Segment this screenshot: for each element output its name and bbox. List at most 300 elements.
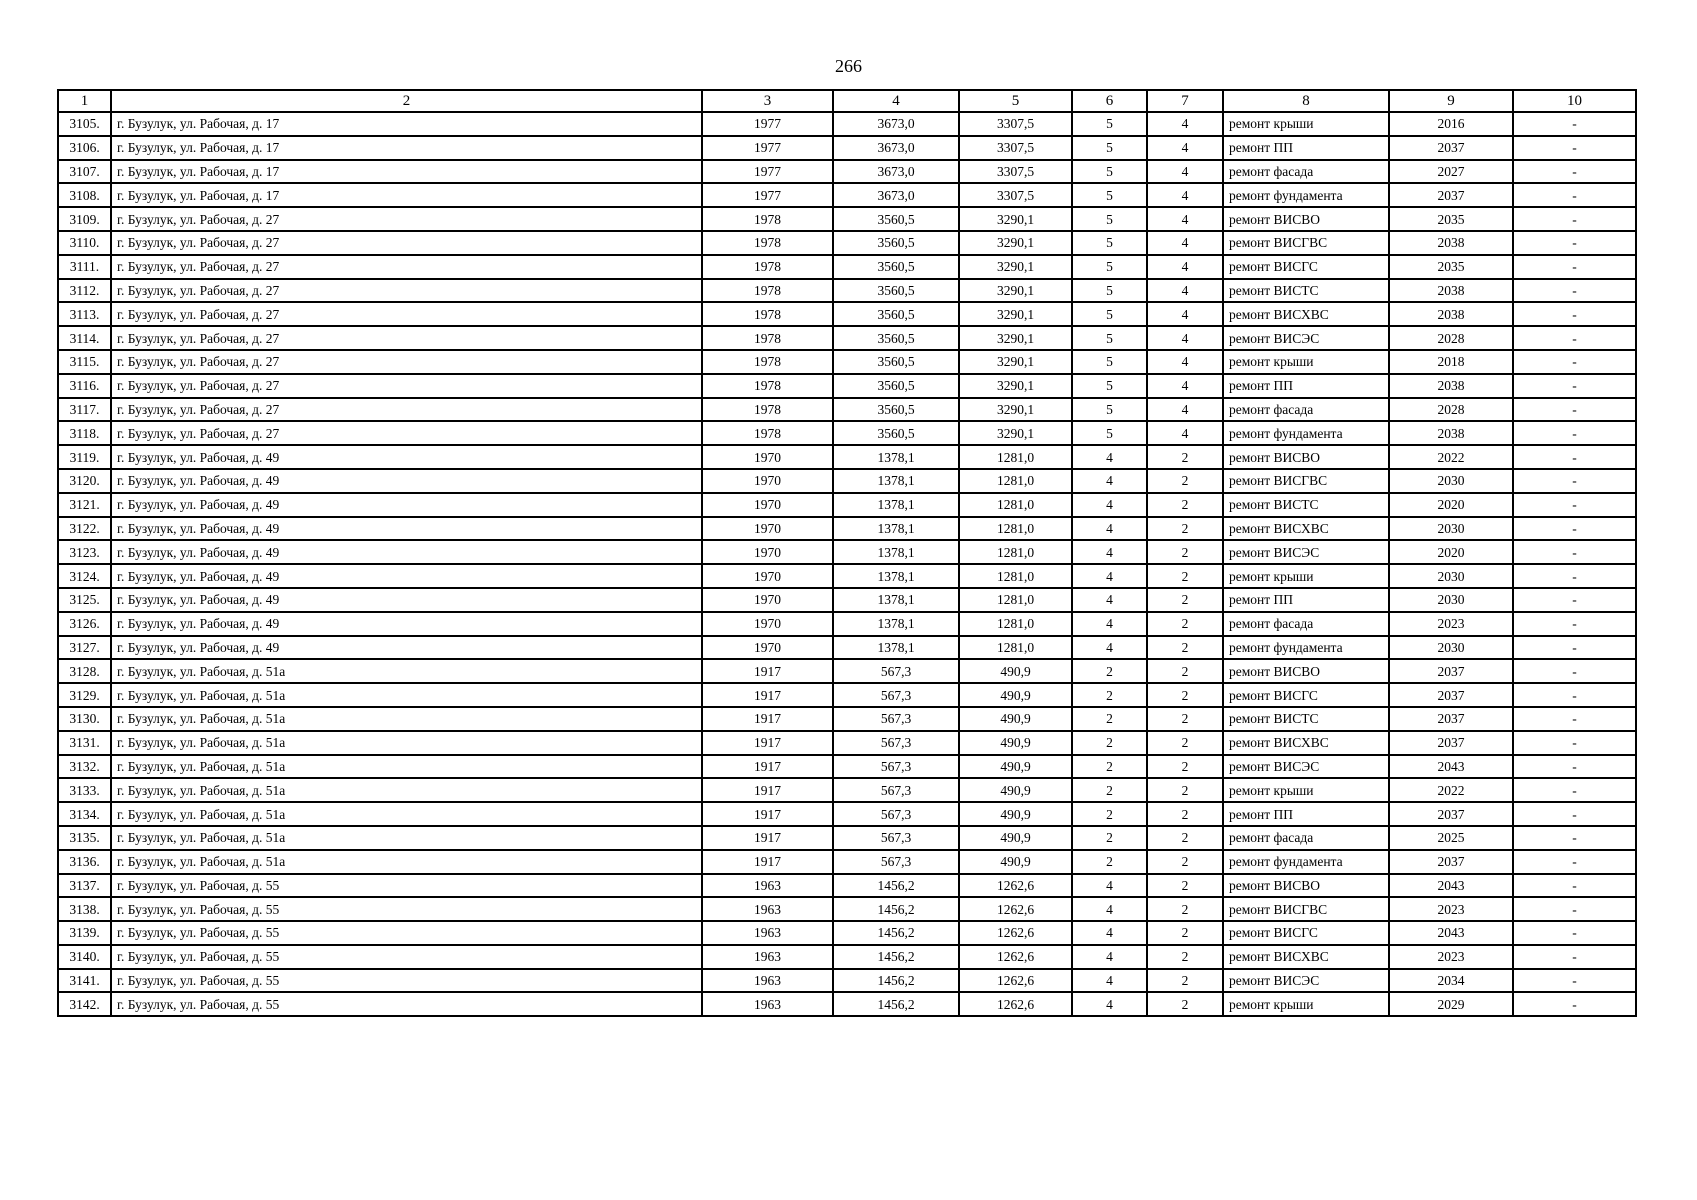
table-row	[58, 421, 1636, 445]
row-number-cell: 3105.	[58, 112, 111, 136]
table-row	[58, 874, 1636, 898]
living-area-cell: 3290,1	[959, 255, 1072, 279]
planned-year-cell: 2038	[1389, 374, 1513, 398]
entrances-cell: 4	[1147, 421, 1223, 445]
floors-cell: 2	[1072, 802, 1147, 826]
build-year-cell: 1978	[702, 374, 833, 398]
address-cell: г. Бузулук, ул. Рабочая, д. 55	[111, 897, 702, 921]
total-area-cell: 1378,1	[833, 540, 959, 564]
address-cell: г. Бузулук, ул. Рабочая, д. 27	[111, 350, 702, 374]
row-number-cell: 3131.	[58, 731, 111, 755]
total-area-cell: 1378,1	[833, 517, 959, 541]
entrances-cell: 4	[1147, 231, 1223, 255]
floors-cell: 4	[1072, 612, 1147, 636]
living-area-cell: 490,9	[959, 755, 1072, 779]
total-area-cell: 567,3	[833, 850, 959, 874]
work-type-cell: ремонт крыши	[1223, 350, 1389, 374]
address-cell: г. Бузулук, ул. Рабочая, д. 51а	[111, 778, 702, 802]
note-cell: -	[1513, 445, 1636, 469]
build-year-cell: 1970	[702, 564, 833, 588]
total-area-cell: 3560,5	[833, 326, 959, 350]
total-area-cell: 1456,2	[833, 945, 959, 969]
total-area-cell: 1378,1	[833, 469, 959, 493]
work-type-cell: ремонт ВИСТС	[1223, 279, 1389, 303]
floors-cell: 4	[1072, 897, 1147, 921]
header-row	[58, 90, 1636, 112]
row-number-cell: 3138.	[58, 897, 111, 921]
note-cell: -	[1513, 326, 1636, 350]
total-area-cell: 3560,5	[833, 207, 959, 231]
address-cell: г. Бузулук, ул. Рабочая, д. 49	[111, 493, 702, 517]
build-year-cell: 1917	[702, 731, 833, 755]
floors-cell: 2	[1072, 731, 1147, 755]
floors-cell: 4	[1072, 636, 1147, 660]
row-number-cell: 3118.	[58, 421, 111, 445]
row-number-cell: 3107.	[58, 160, 111, 184]
floors-cell: 4	[1072, 969, 1147, 993]
planned-year-cell: 2023	[1389, 945, 1513, 969]
entrances-cell: 2	[1147, 493, 1223, 517]
work-type-cell: ремонт фасада	[1223, 612, 1389, 636]
note-cell: -	[1513, 112, 1636, 136]
total-area-cell: 3560,5	[833, 398, 959, 422]
entrances-cell: 4	[1147, 279, 1223, 303]
table-row	[58, 231, 1636, 255]
note-cell: -	[1513, 350, 1636, 374]
address-cell: г. Бузулук, ул. Рабочая, д. 49	[111, 636, 702, 660]
total-area-cell: 3560,5	[833, 421, 959, 445]
build-year-cell: 1978	[702, 207, 833, 231]
table-row	[58, 207, 1636, 231]
note-cell: -	[1513, 731, 1636, 755]
column-header-2: 2	[111, 90, 702, 112]
work-type-cell: ремонт фасада	[1223, 160, 1389, 184]
row-number-cell: 3124.	[58, 564, 111, 588]
build-year-cell: 1970	[702, 517, 833, 541]
address-cell: г. Бузулук, ул. Рабочая, д. 27	[111, 374, 702, 398]
build-year-cell: 1978	[702, 326, 833, 350]
work-type-cell: ремонт фундамента	[1223, 183, 1389, 207]
floors-cell: 2	[1072, 826, 1147, 850]
address-cell: г. Бузулук, ул. Рабочая, д. 27	[111, 302, 702, 326]
table-row	[58, 374, 1636, 398]
build-year-cell: 1963	[702, 874, 833, 898]
row-number-cell: 3134.	[58, 802, 111, 826]
table-row	[58, 850, 1636, 874]
planned-year-cell: 2027	[1389, 160, 1513, 184]
work-type-cell: ремонт ПП	[1223, 374, 1389, 398]
address-cell: г. Бузулук, ул. Рабочая, д. 17	[111, 183, 702, 207]
row-number-cell: 3119.	[58, 445, 111, 469]
living-area-cell: 1281,0	[959, 636, 1072, 660]
address-cell: г. Бузулук, ул. Рабочая, д. 51а	[111, 850, 702, 874]
floors-cell: 5	[1072, 421, 1147, 445]
planned-year-cell: 2029	[1389, 992, 1513, 1016]
note-cell: -	[1513, 374, 1636, 398]
row-number-cell: 3108.	[58, 183, 111, 207]
planned-year-cell: 2043	[1389, 921, 1513, 945]
floors-cell: 5	[1072, 160, 1147, 184]
living-area-cell: 1281,0	[959, 564, 1072, 588]
address-cell: г. Бузулук, ул. Рабочая, д. 49	[111, 517, 702, 541]
row-number-cell: 3109.	[58, 207, 111, 231]
build-year-cell: 1977	[702, 112, 833, 136]
planned-year-cell: 2020	[1389, 493, 1513, 517]
total-area-cell: 1456,2	[833, 992, 959, 1016]
repair-schedule-table	[57, 89, 1637, 1017]
work-type-cell: ремонт ВИСГС	[1223, 255, 1389, 279]
planned-year-cell: 2025	[1389, 826, 1513, 850]
total-area-cell: 3560,5	[833, 302, 959, 326]
planned-year-cell: 2020	[1389, 540, 1513, 564]
table-row	[58, 802, 1636, 826]
work-type-cell: ремонт ВИСТС	[1223, 707, 1389, 731]
column-header-10: 10	[1513, 90, 1636, 112]
build-year-cell: 1970	[702, 540, 833, 564]
living-area-cell: 490,9	[959, 826, 1072, 850]
living-area-cell: 490,9	[959, 802, 1072, 826]
floors-cell: 5	[1072, 112, 1147, 136]
floors-cell: 4	[1072, 874, 1147, 898]
living-area-cell: 1262,6	[959, 921, 1072, 945]
build-year-cell: 1963	[702, 992, 833, 1016]
floors-cell: 5	[1072, 398, 1147, 422]
table-row	[58, 612, 1636, 636]
floors-cell: 5	[1072, 207, 1147, 231]
total-area-cell: 567,3	[833, 683, 959, 707]
floors-cell: 4	[1072, 469, 1147, 493]
work-type-cell: ремонт крыши	[1223, 778, 1389, 802]
planned-year-cell: 2018	[1389, 350, 1513, 374]
planned-year-cell: 2028	[1389, 326, 1513, 350]
build-year-cell: 1963	[702, 969, 833, 993]
entrances-cell: 2	[1147, 802, 1223, 826]
entrances-cell: 2	[1147, 564, 1223, 588]
build-year-cell: 1917	[702, 802, 833, 826]
floors-cell: 4	[1072, 540, 1147, 564]
table-row	[58, 659, 1636, 683]
entrances-cell: 4	[1147, 160, 1223, 184]
note-cell: -	[1513, 945, 1636, 969]
note-cell: -	[1513, 802, 1636, 826]
work-type-cell: ремонт ПП	[1223, 136, 1389, 160]
build-year-cell: 1970	[702, 588, 833, 612]
column-header-7: 7	[1147, 90, 1223, 112]
build-year-cell: 1963	[702, 897, 833, 921]
column-header-8: 8	[1223, 90, 1389, 112]
work-type-cell: ремонт ВИСГВС	[1223, 469, 1389, 493]
entrances-cell: 2	[1147, 731, 1223, 755]
address-cell: г. Бузулук, ул. Рабочая, д. 49	[111, 469, 702, 493]
address-cell: г. Бузулук, ул. Рабочая, д. 49	[111, 612, 702, 636]
note-cell: -	[1513, 992, 1636, 1016]
note-cell: -	[1513, 707, 1636, 731]
row-number-cell: 3128.	[58, 659, 111, 683]
build-year-cell: 1917	[702, 755, 833, 779]
entrances-cell: 2	[1147, 659, 1223, 683]
work-type-cell: ремонт ВИСХВС	[1223, 517, 1389, 541]
entrances-cell: 2	[1147, 874, 1223, 898]
entrances-cell: 2	[1147, 945, 1223, 969]
address-cell: г. Бузулук, ул. Рабочая, д. 27	[111, 398, 702, 422]
table-row	[58, 112, 1636, 136]
build-year-cell: 1917	[702, 778, 833, 802]
living-area-cell: 1262,6	[959, 945, 1072, 969]
planned-year-cell: 2038	[1389, 279, 1513, 303]
row-number-cell: 3136.	[58, 850, 111, 874]
address-cell: г. Бузулук, ул. Рабочая, д. 17	[111, 160, 702, 184]
living-area-cell: 1281,0	[959, 493, 1072, 517]
table-row	[58, 350, 1636, 374]
entrances-cell: 2	[1147, 992, 1223, 1016]
table-row	[58, 564, 1636, 588]
floors-cell: 4	[1072, 564, 1147, 588]
floors-cell: 4	[1072, 992, 1147, 1016]
row-number-cell: 3114.	[58, 326, 111, 350]
entrances-cell: 2	[1147, 469, 1223, 493]
entrances-cell: 2	[1147, 826, 1223, 850]
note-cell: -	[1513, 897, 1636, 921]
planned-year-cell: 2035	[1389, 207, 1513, 231]
build-year-cell: 1978	[702, 255, 833, 279]
living-area-cell: 1262,6	[959, 874, 1072, 898]
total-area-cell: 3560,5	[833, 350, 959, 374]
total-area-cell: 567,3	[833, 707, 959, 731]
living-area-cell: 1281,0	[959, 469, 1072, 493]
total-area-cell: 3560,5	[833, 231, 959, 255]
row-number-cell: 3142.	[58, 992, 111, 1016]
entrances-cell: 2	[1147, 850, 1223, 874]
row-number-cell: 3126.	[58, 612, 111, 636]
note-cell: -	[1513, 921, 1636, 945]
table-row	[58, 493, 1636, 517]
living-area-cell: 490,9	[959, 707, 1072, 731]
total-area-cell: 567,3	[833, 731, 959, 755]
floors-cell: 4	[1072, 921, 1147, 945]
table-row	[58, 517, 1636, 541]
address-cell: г. Бузулук, ул. Рабочая, д. 27	[111, 326, 702, 350]
note-cell: -	[1513, 302, 1636, 326]
living-area-cell: 1262,6	[959, 897, 1072, 921]
note-cell: -	[1513, 540, 1636, 564]
address-cell: г. Бузулук, ул. Рабочая, д. 17	[111, 112, 702, 136]
row-number-cell: 3112.	[58, 279, 111, 303]
table-header	[58, 90, 1636, 112]
work-type-cell: ремонт ВИСЭС	[1223, 969, 1389, 993]
build-year-cell: 1917	[702, 659, 833, 683]
build-year-cell: 1978	[702, 398, 833, 422]
note-cell: -	[1513, 683, 1636, 707]
entrances-cell: 2	[1147, 778, 1223, 802]
work-type-cell: ремонт ВИСВО	[1223, 207, 1389, 231]
row-number-cell: 3110.	[58, 231, 111, 255]
note-cell: -	[1513, 398, 1636, 422]
work-type-cell: ремонт крыши	[1223, 992, 1389, 1016]
note-cell: -	[1513, 588, 1636, 612]
work-type-cell: ремонт крыши	[1223, 112, 1389, 136]
column-header-5: 5	[959, 90, 1072, 112]
table-body	[58, 112, 1636, 1016]
table-row	[58, 969, 1636, 993]
total-area-cell: 567,3	[833, 755, 959, 779]
row-number-cell: 3111.	[58, 255, 111, 279]
planned-year-cell: 2030	[1389, 469, 1513, 493]
living-area-cell: 3307,5	[959, 183, 1072, 207]
row-number-cell: 3130.	[58, 707, 111, 731]
planned-year-cell: 2043	[1389, 755, 1513, 779]
note-cell: -	[1513, 160, 1636, 184]
living-area-cell: 1281,0	[959, 445, 1072, 469]
note-cell: -	[1513, 659, 1636, 683]
table-row	[58, 636, 1636, 660]
planned-year-cell: 2022	[1389, 445, 1513, 469]
row-number-cell: 3139.	[58, 921, 111, 945]
column-header-9: 9	[1389, 90, 1513, 112]
living-area-cell: 3290,1	[959, 231, 1072, 255]
entrances-cell: 2	[1147, 683, 1223, 707]
entrances-cell: 2	[1147, 897, 1223, 921]
column-header-6: 6	[1072, 90, 1147, 112]
note-cell: -	[1513, 279, 1636, 303]
row-number-cell: 3133.	[58, 778, 111, 802]
table-row	[58, 398, 1636, 422]
work-type-cell: ремонт ВИСХВС	[1223, 302, 1389, 326]
row-number-cell: 3141.	[58, 969, 111, 993]
build-year-cell: 1977	[702, 160, 833, 184]
living-area-cell: 3290,1	[959, 207, 1072, 231]
work-type-cell: ремонт ВИСТС	[1223, 493, 1389, 517]
planned-year-cell: 2038	[1389, 302, 1513, 326]
work-type-cell: ремонт фундамента	[1223, 636, 1389, 660]
floors-cell: 5	[1072, 183, 1147, 207]
planned-year-cell: 2023	[1389, 612, 1513, 636]
floors-cell: 4	[1072, 588, 1147, 612]
planned-year-cell: 2037	[1389, 802, 1513, 826]
entrances-cell: 2	[1147, 755, 1223, 779]
total-area-cell: 3673,0	[833, 112, 959, 136]
table-row	[58, 279, 1636, 303]
floors-cell: 2	[1072, 707, 1147, 731]
living-area-cell: 3290,1	[959, 374, 1072, 398]
build-year-cell: 1978	[702, 421, 833, 445]
note-cell: -	[1513, 874, 1636, 898]
table-row	[58, 326, 1636, 350]
address-cell: г. Бузулук, ул. Рабочая, д. 55	[111, 992, 702, 1016]
build-year-cell: 1970	[702, 445, 833, 469]
planned-year-cell: 2030	[1389, 517, 1513, 541]
table-row	[58, 683, 1636, 707]
work-type-cell: ремонт ВИСХВС	[1223, 945, 1389, 969]
entrances-cell: 2	[1147, 636, 1223, 660]
address-cell: г. Бузулук, ул. Рабочая, д. 27	[111, 421, 702, 445]
work-type-cell: ремонт ПП	[1223, 588, 1389, 612]
table-row	[58, 778, 1636, 802]
planned-year-cell: 2038	[1389, 421, 1513, 445]
total-area-cell: 567,3	[833, 778, 959, 802]
address-cell: г. Бузулук, ул. Рабочая, д. 49	[111, 588, 702, 612]
work-type-cell: ремонт фундамента	[1223, 850, 1389, 874]
entrances-cell: 2	[1147, 588, 1223, 612]
work-type-cell: ремонт ВИСГВС	[1223, 897, 1389, 921]
table-row	[58, 731, 1636, 755]
address-cell: г. Бузулук, ул. Рабочая, д. 51а	[111, 802, 702, 826]
living-area-cell: 3290,1	[959, 279, 1072, 303]
entrances-cell: 2	[1147, 445, 1223, 469]
living-area-cell: 3307,5	[959, 136, 1072, 160]
table-row	[58, 302, 1636, 326]
entrances-cell: 4	[1147, 183, 1223, 207]
column-header-3: 3	[702, 90, 833, 112]
table-row	[58, 183, 1636, 207]
column-header-1: 1	[58, 90, 111, 112]
address-cell: г. Бузулук, ул. Рабочая, д. 27	[111, 207, 702, 231]
work-type-cell: ремонт ПП	[1223, 802, 1389, 826]
living-area-cell: 3307,5	[959, 112, 1072, 136]
floors-cell: 4	[1072, 517, 1147, 541]
entrances-cell: 4	[1147, 326, 1223, 350]
note-cell: -	[1513, 969, 1636, 993]
address-cell: г. Бузулук, ул. Рабочая, д. 55	[111, 969, 702, 993]
living-area-cell: 3290,1	[959, 302, 1072, 326]
row-number-cell: 3123.	[58, 540, 111, 564]
build-year-cell: 1970	[702, 493, 833, 517]
table-row	[58, 755, 1636, 779]
total-area-cell: 1378,1	[833, 493, 959, 517]
table-row	[58, 921, 1636, 945]
note-cell: -	[1513, 755, 1636, 779]
note-cell: -	[1513, 612, 1636, 636]
living-area-cell: 490,9	[959, 850, 1072, 874]
planned-year-cell: 2037	[1389, 136, 1513, 160]
work-type-cell: ремонт ВИСЭС	[1223, 755, 1389, 779]
address-cell: г. Бузулук, ул. Рабочая, д. 51а	[111, 683, 702, 707]
entrances-cell: 4	[1147, 302, 1223, 326]
living-area-cell: 3290,1	[959, 398, 1072, 422]
work-type-cell: ремонт ВИСЭС	[1223, 540, 1389, 564]
floors-cell: 5	[1072, 255, 1147, 279]
living-area-cell: 1262,6	[959, 992, 1072, 1016]
address-cell: г. Бузулук, ул. Рабочая, д. 55	[111, 921, 702, 945]
row-number-cell: 3120.	[58, 469, 111, 493]
total-area-cell: 1456,2	[833, 921, 959, 945]
table-row	[58, 992, 1636, 1016]
floors-cell: 4	[1072, 445, 1147, 469]
entrances-cell: 2	[1147, 612, 1223, 636]
row-number-cell: 3137.	[58, 874, 111, 898]
table-row	[58, 897, 1636, 921]
address-cell: г. Бузулук, ул. Рабочая, д. 51а	[111, 755, 702, 779]
floors-cell: 5	[1072, 231, 1147, 255]
planned-year-cell: 2037	[1389, 707, 1513, 731]
row-number-cell: 3106.	[58, 136, 111, 160]
planned-year-cell: 2037	[1389, 731, 1513, 755]
total-area-cell: 3560,5	[833, 279, 959, 303]
entrances-cell: 2	[1147, 517, 1223, 541]
entrances-cell: 4	[1147, 398, 1223, 422]
floors-cell: 2	[1072, 850, 1147, 874]
address-cell: г. Бузулук, ул. Рабочая, д. 51а	[111, 731, 702, 755]
floors-cell: 5	[1072, 350, 1147, 374]
work-type-cell: ремонт ВИСГС	[1223, 683, 1389, 707]
entrances-cell: 4	[1147, 374, 1223, 398]
build-year-cell: 1977	[702, 136, 833, 160]
entrances-cell: 2	[1147, 921, 1223, 945]
address-cell: г. Бузулук, ул. Рабочая, д. 51а	[111, 659, 702, 683]
table-row	[58, 588, 1636, 612]
work-type-cell: ремонт крыши	[1223, 564, 1389, 588]
floors-cell: 5	[1072, 302, 1147, 326]
note-cell: -	[1513, 826, 1636, 850]
